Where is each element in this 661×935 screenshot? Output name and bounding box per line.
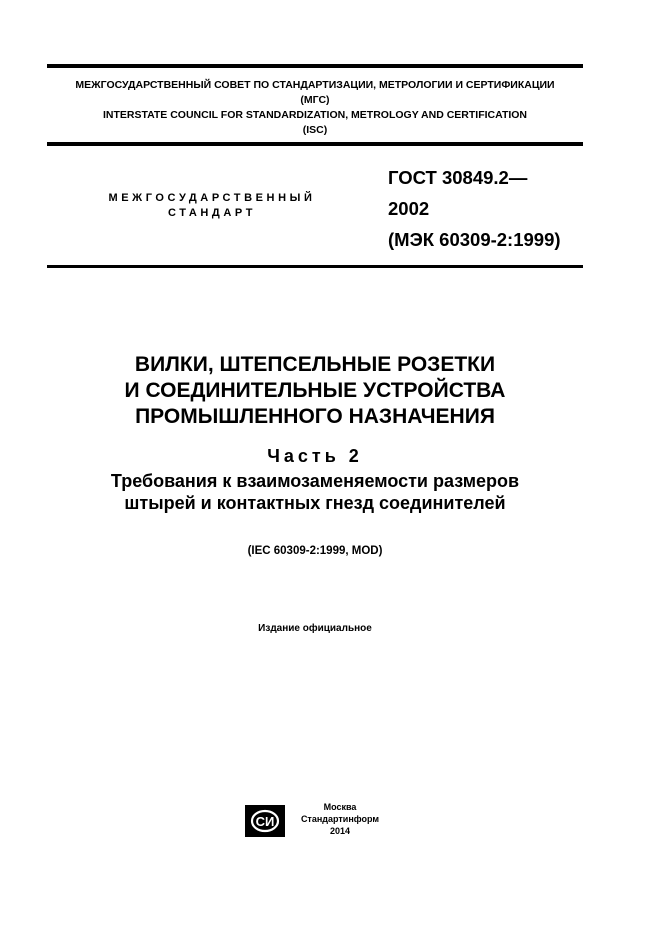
subtitle-line-2: штырей и контактных гнезд соединителей	[124, 493, 506, 513]
middle-divider	[47, 142, 583, 146]
iec-reference: (IEC 60309-2:1999, MOD)	[247, 545, 383, 557]
standard-type-label	[62, 191, 362, 221]
document-title	[47, 352, 583, 430]
edition-label: Издание официальное	[258, 623, 372, 634]
publisher-city: Москва	[323, 802, 357, 812]
council-name-en: INTERSTATE COUNCIL FOR STANDARDIZATION, METROLOGY AND CERTIFICATION	[102, 109, 528, 121]
title-line-3: ПРОМЫШЛЕННОГО НАЗНАЧЕНИЯ	[135, 405, 495, 428]
bottom-divider	[47, 265, 583, 268]
gost-year: 2002	[388, 198, 430, 219]
logo-letters: СИ	[255, 814, 275, 829]
document-subtitle	[47, 470, 583, 514]
council-abbr-ru: (МГС)	[300, 94, 330, 106]
publisher-name: Стандартинформ	[300, 814, 380, 824]
title-line-2: И СОЕДИНИТЕЛЬНЫЕ УСТРОЙСТВА	[124, 379, 506, 402]
subtitle-line-1: Требования к взаимозаменяемости размеров	[110, 471, 520, 491]
council-abbr-en: (ISC)	[302, 124, 328, 136]
iec-equivalent: (МЭК 60309-2:1999)	[388, 229, 561, 250]
part-label: Часть 2	[267, 446, 363, 466]
top-divider	[47, 64, 583, 68]
publisher-info	[290, 801, 390, 837]
standard-type-line2: СТАНДАРТ	[167, 207, 257, 219]
gost-designation	[388, 162, 561, 255]
council-name-ru: МЕЖГОСУДАРСТВЕННЫЙ СОВЕТ ПО СТАНДАРТИЗАЦИИ, МЕТРОЛОГИИ И СЕРТИФИКАЦИИ	[75, 79, 555, 91]
standartinform-logo-icon	[245, 805, 285, 837]
gost-number: ГОСТ 30849.2—	[388, 167, 528, 188]
standard-type-line1: МЕЖГОСУДАРСТВЕННЫЙ	[108, 192, 316, 204]
council-header	[47, 78, 583, 138]
publication-year: 2014	[329, 826, 351, 836]
title-line-1: ВИЛКИ, ШТЕПСЕЛЬНЫЕ РОЗЕТКИ	[134, 353, 496, 376]
